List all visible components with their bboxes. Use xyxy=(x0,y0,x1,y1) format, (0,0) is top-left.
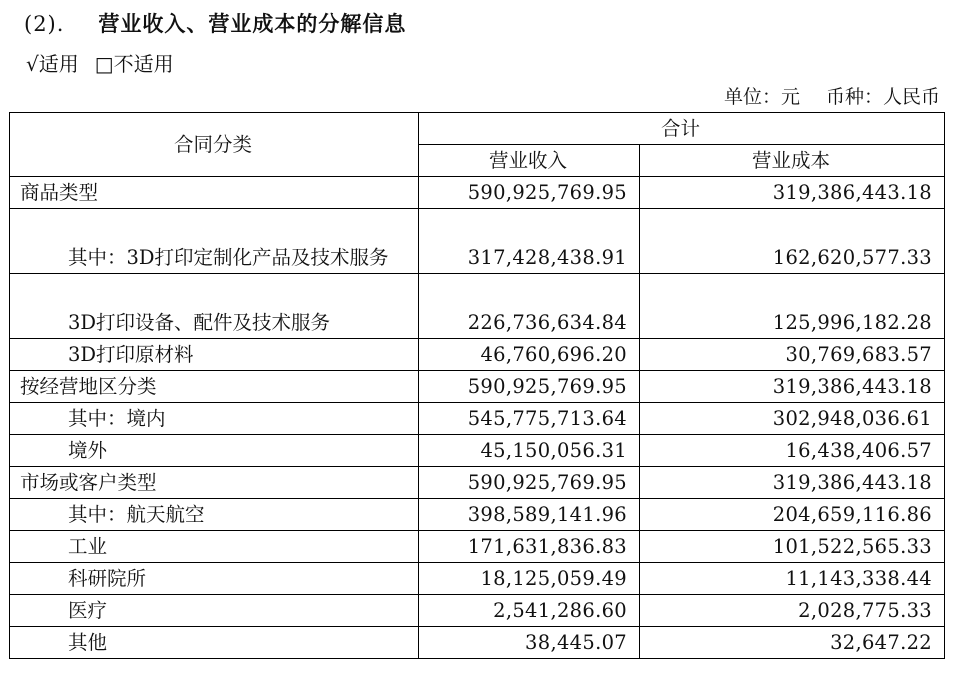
table-row xyxy=(10,274,945,339)
row-label: 3D打印原材料 xyxy=(10,339,419,371)
row-revenue: 317,428,438.91 xyxy=(419,209,640,274)
row-revenue: 398,589,141.96 xyxy=(419,499,640,531)
table-row xyxy=(10,595,945,627)
row-cost: 32,647.22 xyxy=(640,627,945,659)
row-label: 其中：境内 xyxy=(10,403,419,435)
unit-line xyxy=(724,82,940,109)
section-number: (2). xyxy=(24,12,65,36)
row-revenue: 590,925,769.95 xyxy=(419,177,640,209)
row-cost: 319,386,443.18 xyxy=(640,371,945,403)
row-cost: 16,438,406.57 xyxy=(640,435,945,467)
table-row xyxy=(10,499,945,531)
header-row xyxy=(10,113,945,145)
header-cost: 营业成本 xyxy=(640,145,945,177)
row-label: 其中：航天航空 xyxy=(10,499,419,531)
revenue-cost-table xyxy=(9,112,945,659)
section-heading-text: 营业收入、营业成本的分解信息 xyxy=(98,11,407,36)
section-title xyxy=(24,8,406,38)
row-revenue: 545,775,713.64 xyxy=(419,403,640,435)
unit-label: 单位：元 xyxy=(723,86,800,108)
table-row xyxy=(10,177,945,209)
row-label: 市场或客户类型 xyxy=(10,467,419,499)
row-cost: 101,522,565.33 xyxy=(640,531,945,563)
row-revenue: 18,125,059.49 xyxy=(419,563,640,595)
header-category: 合同分类 xyxy=(10,113,419,177)
table-row xyxy=(10,467,945,499)
table-row xyxy=(10,627,945,659)
currency-label: 币种：人民币 xyxy=(825,86,940,108)
table-row xyxy=(10,209,945,274)
row-revenue: 46,760,696.20 xyxy=(419,339,640,371)
row-label: 其他 xyxy=(10,627,419,659)
row-label: 工业 xyxy=(10,531,419,563)
row-revenue: 2,541,286.60 xyxy=(419,595,640,627)
row-label: 其中：3D打印定制化产品及技术服务 xyxy=(10,209,419,274)
row-revenue: 171,631,836.83 xyxy=(419,531,640,563)
table-row xyxy=(10,371,945,403)
header-revenue: 营业收入 xyxy=(419,145,640,177)
row-revenue: 590,925,769.95 xyxy=(419,467,640,499)
row-cost: 319,386,443.18 xyxy=(640,467,945,499)
table-row xyxy=(10,339,945,371)
table-row xyxy=(10,531,945,563)
row-label: 境外 xyxy=(10,435,419,467)
row-cost: 162,620,577.33 xyxy=(640,209,945,274)
applicability-line xyxy=(26,48,174,77)
row-label: 按经营地区分类 xyxy=(10,371,419,403)
table-row xyxy=(10,403,945,435)
row-label: 商品类型 xyxy=(10,177,419,209)
row-cost: 319,386,443.18 xyxy=(640,177,945,209)
row-cost: 2,028,775.33 xyxy=(640,595,945,627)
row-cost: 302,948,036.61 xyxy=(640,403,945,435)
row-label: 3D打印设备、配件及技术服务 xyxy=(10,274,419,339)
row-cost: 30,769,683.57 xyxy=(640,339,945,371)
row-label: 科研院所 xyxy=(10,563,419,595)
row-cost: 204,659,116.86 xyxy=(640,499,945,531)
applicable-checked: √适用 xyxy=(26,52,79,76)
row-revenue: 45,150,056.31 xyxy=(419,435,640,467)
row-cost: 125,996,182.28 xyxy=(640,274,945,339)
row-revenue: 38,445.07 xyxy=(419,627,640,659)
header-total: 合计 xyxy=(419,113,945,145)
table-row xyxy=(10,435,945,467)
applicable-unchecked: □不适用 xyxy=(94,52,174,76)
row-revenue: 226,736,634.84 xyxy=(419,274,640,339)
table-row xyxy=(10,563,945,595)
row-cost: 11,143,338.44 xyxy=(640,563,945,595)
row-revenue: 590,925,769.95 xyxy=(419,371,640,403)
row-label: 医疗 xyxy=(10,595,419,627)
